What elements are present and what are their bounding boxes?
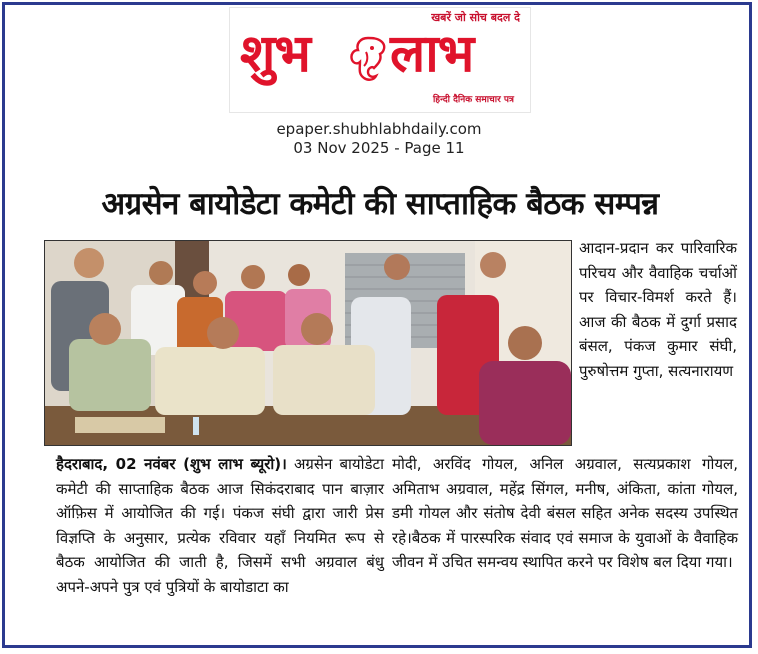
article-text-right: आदान-प्रदान कर पारिवारिक परिचय और वैवाहिक चर्चाओं पर विचार-विमर्श करते हैं। आज की बैठक में दुर्गा प्रसाद बंसल, पंकज कुमार संघी, पुरुषोत्तम गुप्ता, सत्यनारायण xyxy=(579,239,737,380)
source-date-page: 03 Nov 2025 - Page 11 xyxy=(293,139,465,157)
masthead-name-part1: शुभ xyxy=(240,24,310,84)
article-column-right xyxy=(579,236,737,384)
article-headline: अग्रसेन बायोडेटा कमेटी की साप्ताहिक बैठक सम्पन्न xyxy=(101,186,659,222)
source-url: epaper.shubhlabhdaily.com xyxy=(276,120,482,138)
article-text-bottom-right: मोदी, अरविंद गोयल, अनिल अग्रवाल, सत्यप्रकाश गोयल, अमिताभ अग्रवाल, महेंद्र सिंगल, मनीष, अंकिता, कांता गोयल, डमी गोयल और संतोष देवी बंसल सहित अनेक सदस्य उपस्थित रहे।बैठक में पारस्परिक संवाद एवं समाज के युवाओं के वैवाहिक जीवन में उचित समन्वय स्थापित करने पर विशेष बल दिया गया। xyxy=(392,455,738,572)
group-photo xyxy=(44,240,572,446)
article-dateline: हैदराबाद, 02 नवंबर (शुभ लाभ ब्यूरो)। xyxy=(56,455,287,473)
article-column-left xyxy=(56,452,384,600)
article-column-bottom-right xyxy=(392,452,738,575)
newspaper-masthead xyxy=(229,7,531,113)
article-text-left: अग्रसेन बायोडेटा कमेटी की साप्ताहिक बैठक आज सिकंदराबाद पान बाज़ार ऑफ़िस में आयोजित की गई। पंकज संघी द्वारा जारी प्रेस विज्ञप्ति के अनुसार, प्रत्येक रविवार यहाँ नियमित रूप से बैठक आयोजित की जाती है, जिसमें सभी अग्रवाल बंधु अपने-अपने पुत्र एवं पुत्रियों के बायोडाटा का xyxy=(56,455,384,596)
masthead-subtitle: हिन्दी दैनिक समाचार पत्र xyxy=(432,95,514,105)
masthead-name-part2: लाभ xyxy=(390,24,474,84)
article-intro xyxy=(56,452,384,600)
masthead-tagline: खबरें जो सोच बदल दे xyxy=(431,11,520,24)
ganesha-icon xyxy=(346,34,390,84)
